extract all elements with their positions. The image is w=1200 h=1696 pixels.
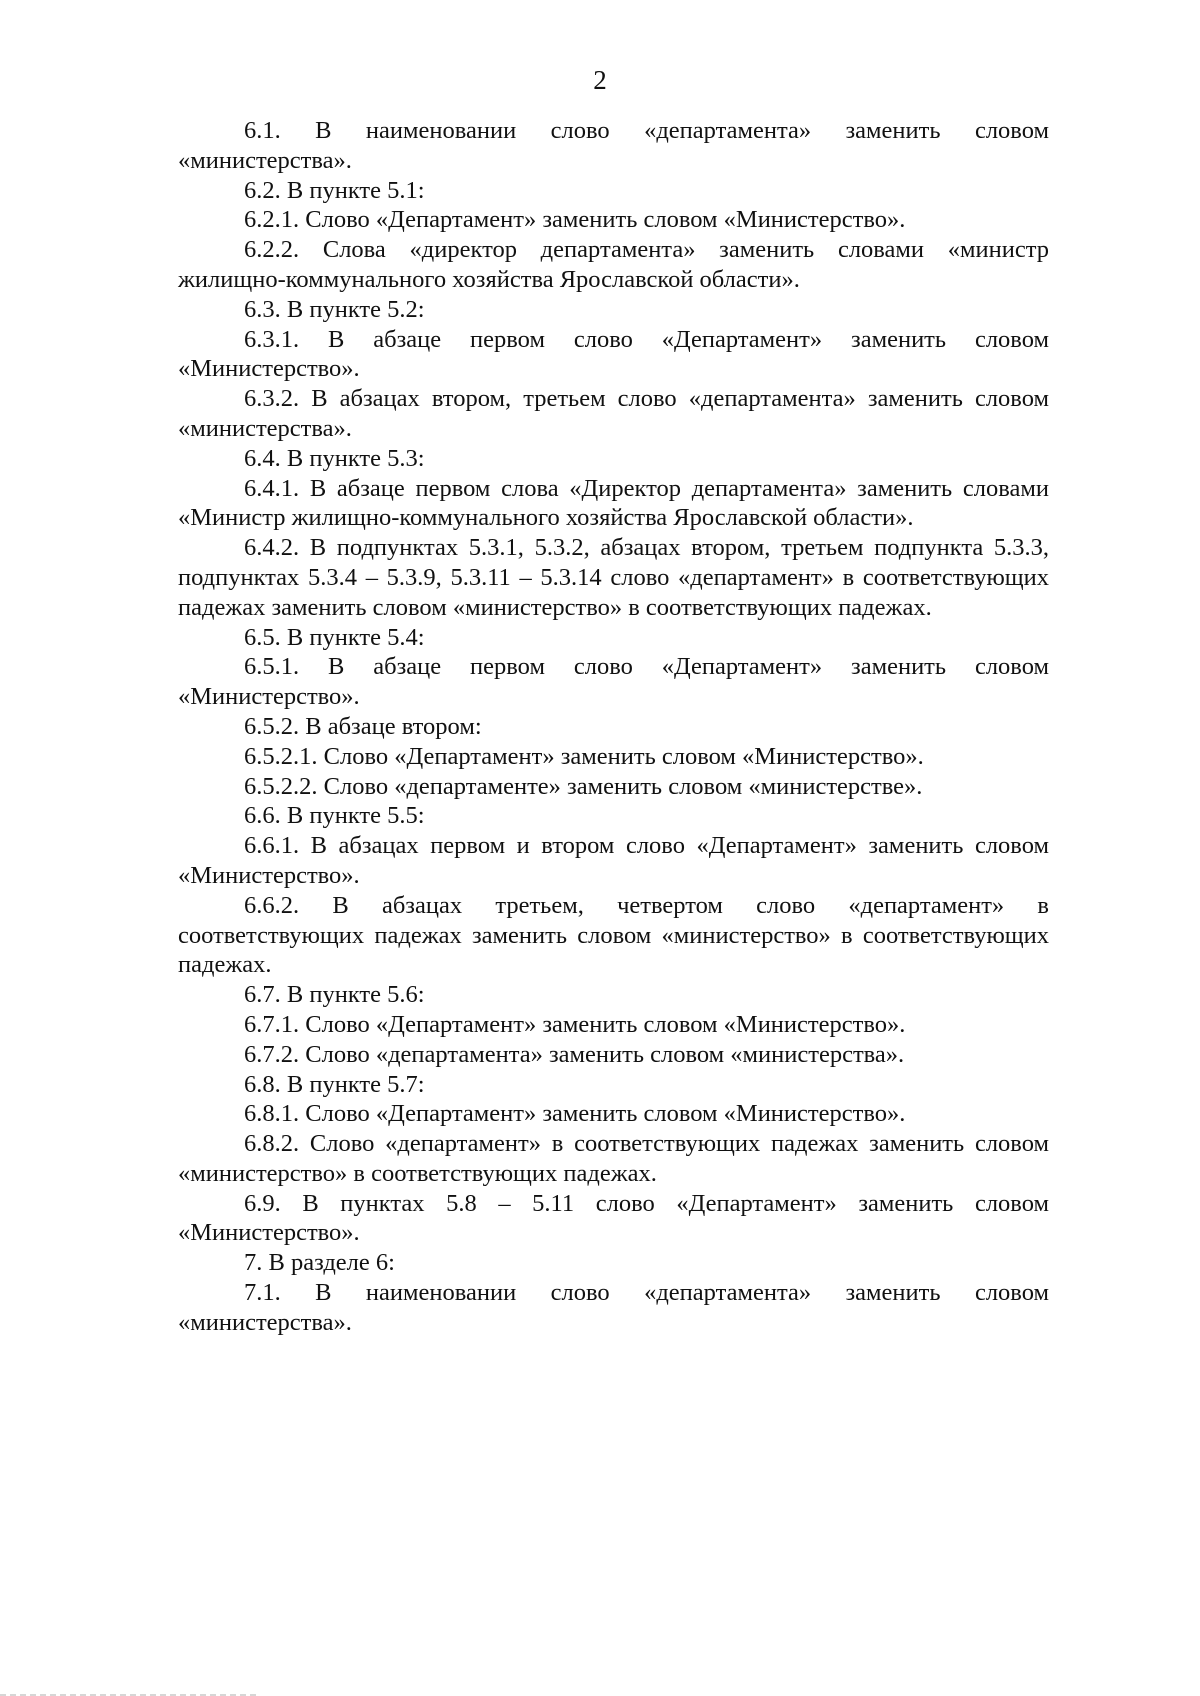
document-body [178, 116, 1049, 1338]
paragraph-6-6: 6.6. В пункте 5.5: [244, 802, 425, 830]
paragraph-6-5-2-2: 6.5.2.2. Слово «департаменте» заменить словом «министерстве». [244, 772, 923, 800]
paragraph-6-3-2: 6.3.2. В абзацах втором, третьем слово «департамента» заменить словом «министерства». [178, 385, 1049, 442]
paragraph-6-2-2: 6.2.2. Слова «директор департамента» заменить словами «министр жилищно-коммунального хозяйства Ярославской области». [178, 236, 1049, 293]
paragraph-6-2: 6.2. В пункте 5.1: [244, 176, 425, 204]
paragraph-6-5-1: 6.5.1. В абзаце первом слово «Департамент» заменить словом «Министерство». [178, 653, 1049, 711]
paragraph-6-8: 6.8. В пункте 5.7: [244, 1070, 425, 1098]
page-number: 2 [593, 65, 607, 95]
paragraph-6-6-1: 6.6.1. В абзацах первом и втором слово «Департамент» заменить словом «Министерство». [178, 832, 1049, 889]
paragraph-6-7-2: 6.7.2. Слово «департамента» заменить словом «министерства». [244, 1040, 905, 1068]
paragraph-6-4-2: 6.4.2. В подпунктах 5.3.1, 5.3.2, абзацах втором, третьем подпункта 5.3.3, подпунктах 5.3.4 – 5.3.9, 5.3.11 – 5.3.14 слово «департамент» в соответствующих падежах заменить словом «министерство» в соответствующих падежах. [178, 534, 1049, 621]
paragraph-6-8-1: 6.8.1. Слово «Департамент» заменить словом «Министерство». [244, 1100, 906, 1128]
paragraph-6-3: 6.3. В пункте 5.2: [244, 295, 425, 323]
paragraph-6-4-1: 6.4.1. В абзаце первом слова «Директор департамента» заменить словами «Министр жилищно-коммунального хозяйства Ярославской области». [178, 474, 1049, 532]
paragraph-6-5-2: 6.5.2. В абзаце втором: [244, 712, 482, 740]
paragraph-6-4: 6.4. В пункте 5.3: [244, 444, 425, 472]
paragraph-6-5-2-1: 6.5.2.1. Слово «Департамент» заменить словом «Министерство». [244, 742, 924, 770]
paragraph-6-9: 6.9. В пунктах 5.8 – 5.11 слово «Департамент» заменить словом «Министерство». [178, 1189, 1049, 1247]
paragraph-6-7-1: 6.7.1. Слово «Департамент» заменить словом «Министерство». [244, 1010, 906, 1038]
paragraph-6-2-1: 6.2.1. Слово «Департамент» заменить словом «Министерство». [244, 206, 906, 234]
paragraph-6-3-1: 6.3.1. В абзаце первом слово «Департамент» заменить словом «Министерство». [178, 325, 1049, 383]
paragraph-6-1: 6.1. В наименовании слово «департамента» заменить словом «министерства». [178, 117, 1049, 174]
paragraph-6-5: 6.5. В пункте 5.4: [244, 623, 425, 651]
paragraph-6-7: 6.7. В пункте 5.6: [244, 981, 425, 1009]
paragraph-6-6-2: 6.6.2. В абзацах третьем, четвертом слово «департамент» в соответствующих падежах заменить словом «министерство» в соответствующих падежах. [178, 891, 1049, 979]
paragraph-7: 7. В разделе 6: [244, 1249, 395, 1277]
paragraph-6-8-2: 6.8.2. Слово «департамент» в соответствующих падежах заменить словом «министерство» в соответствующих падежах. [178, 1130, 1049, 1187]
paragraph-7-1: 7.1. В наименовании слово «департамента» заменить словом «министерства». [178, 1279, 1049, 1336]
